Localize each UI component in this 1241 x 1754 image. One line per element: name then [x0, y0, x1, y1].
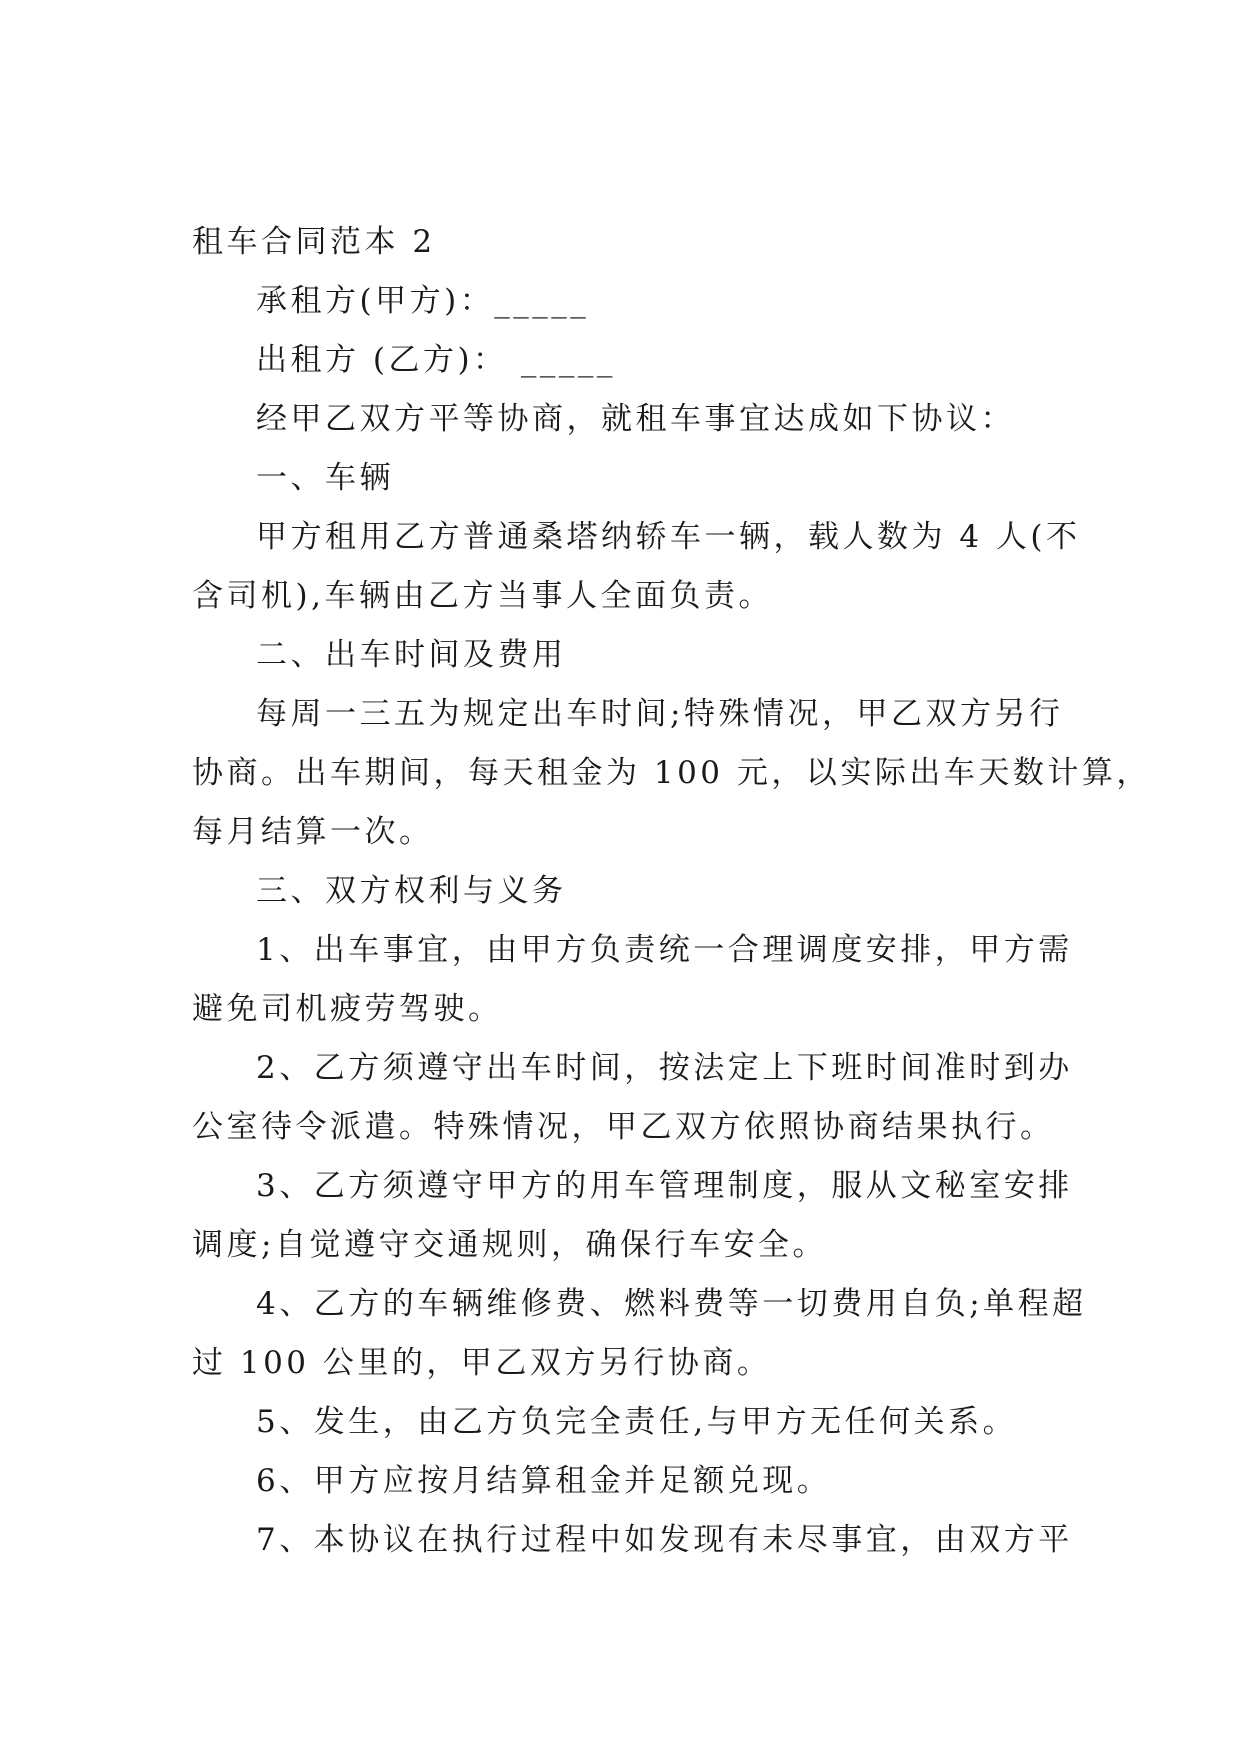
clause-line: 调度;自觉遵守交通规则，确保行车安全。	[192, 1227, 827, 1263]
section-heading-vehicle: 一、车辆	[256, 460, 394, 496]
paragraph-line: 每月结算一次。	[192, 814, 434, 850]
clause-line: 7、本协议在执行过程中如发现有未尽事宜，由双方平	[256, 1522, 1073, 1558]
clause-line: 1、出车事宜，由甲方负责统一合理调度安排，甲方需	[256, 932, 1073, 968]
clause-line: 公室待令派遣。特殊情况，甲乙双方依照协商结果执行。	[192, 1109, 1055, 1145]
document-title: 租车合同范本 2	[192, 224, 436, 260]
clause-line: 避免司机疲劳驾驶。	[192, 991, 503, 1027]
paragraph-line: 协商。出车期间，每天租金为 100 元，以实际出车天数计算，	[192, 755, 1151, 791]
lessee-line: 承租方(甲方)：_____	[256, 283, 590, 319]
paragraph-line: 含司机),车辆由乙方当事人全面负责。	[192, 578, 773, 614]
clause-line: 2、乙方须遵守出车时间，按法定上下班时间准时到办	[256, 1050, 1073, 1086]
clause-line: 过 100 公里的，甲乙双方另行协商。	[192, 1345, 772, 1381]
paragraph-line: 甲方租用乙方普通桑塔纳轿车一辆，载人数为 4 人(不	[256, 519, 1081, 555]
section-heading-time-and-fees: 二、出车时间及费用	[256, 637, 567, 673]
clause-line: 6、甲方应按月结算租金并足额兑现。	[256, 1463, 832, 1499]
agreement-intro: 经甲乙双方平等协商，就租车事宜达成如下协议：	[256, 401, 1015, 437]
clause-line: 3、乙方须遵守甲方的用车管理制度，服从文秘室安排	[256, 1168, 1073, 1204]
lessor-line: 出租方 (乙方)： _____	[256, 342, 616, 378]
document-body	[192, 213, 1151, 1570]
paragraph-line: 每周一三五为规定出车时间;特殊情况，甲乙双方另行	[256, 696, 1064, 732]
section-heading-rights-obligations: 三、双方权利与义务	[256, 873, 567, 909]
clause-line: 5、发生，由乙方负完全责任,与甲方无任何关系。	[256, 1404, 1018, 1440]
clause-line: 4、乙方的车辆维修费、燃料费等一切费用自负;单程超	[256, 1286, 1087, 1322]
